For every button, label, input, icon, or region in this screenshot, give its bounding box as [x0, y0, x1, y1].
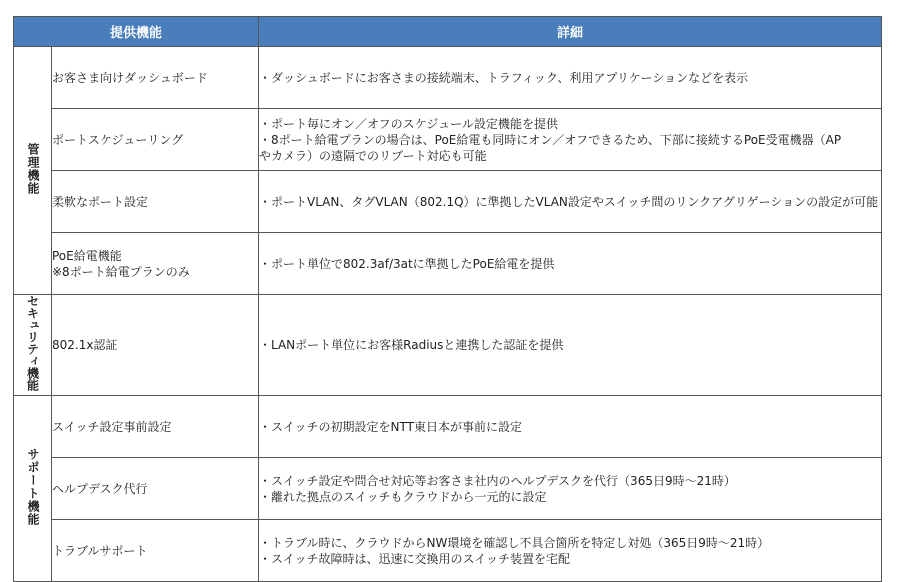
feature-label: 柔軟なポート設定: [52, 194, 149, 209]
feature-label: ポートスケジューリング: [52, 132, 184, 147]
detail-text: ・ダッシュボードにお客さまの接続端末、トラフィック、利用アプリケーションなどを表示: [259, 70, 749, 85]
category-management: [14, 47, 52, 295]
feature-cell: [52, 109, 259, 171]
detail-text: ・ポート毎にオン／オフのスケジュール設定機能を提供: [259, 116, 558, 131]
feature-cell: [52, 295, 259, 396]
table-row: [14, 109, 882, 171]
category-security: [14, 295, 52, 396]
feature-cell: [52, 47, 259, 109]
category-label: セキュリティ機能: [25, 295, 40, 391]
table-row: [14, 520, 882, 582]
detail-text: ・離れた拠点のスイッチもクラウドから一元的に設定: [259, 489, 547, 504]
detail-text: ・ポート単位で802.3af/3atに準拠したPoE給電を提供: [259, 256, 555, 271]
feature-table: [13, 16, 882, 582]
detail-cell: [259, 295, 882, 396]
detail-cell: [259, 520, 882, 582]
detail-text: ・スイッチの初期設定をNTT東日本が事前に設定: [259, 419, 522, 434]
table-row: [14, 47, 882, 109]
detail-cell: [259, 171, 882, 233]
detail-cell: [259, 109, 882, 171]
feature-label: スイッチ設定事前設定: [52, 419, 172, 434]
detail-cell: [259, 396, 882, 458]
table-row: [14, 458, 882, 520]
detail-cell: [259, 47, 882, 109]
feature-label: お客さま向けダッシュボード: [52, 70, 208, 85]
table-header-row: [14, 17, 882, 47]
feature-cell: [52, 233, 259, 295]
detail-cell: [259, 458, 882, 520]
feature-cell: [52, 171, 259, 233]
table-row: [14, 396, 882, 458]
detail-text: ・スイッチ故障時は、迅速に交換用のスイッチ装置を宅配: [259, 551, 571, 566]
feature-label: ヘルプデスク代行: [52, 481, 148, 496]
category-label: サポート機能: [26, 447, 40, 526]
header-feature: 提供機能: [14, 17, 259, 47]
feature-label: PoE給電機能: [52, 248, 122, 263]
category-support: [14, 396, 52, 582]
detail-text: やカメラ）の遠隔でのリブート対応も可能: [259, 148, 487, 163]
feature-cell: [52, 458, 259, 520]
detail-text: ・ポートVLAN、タグVLAN（802.1Q）に準拠したVLAN設定やスイッチ間のリンクアグリゲーションの設定が可能: [259, 194, 879, 209]
table-row: [14, 233, 882, 295]
category-label: 管理機能: [26, 142, 40, 195]
detail-text: ・LANポート単位にお客様Radiusと連携した認証を提供: [259, 338, 564, 352]
feature-label: トラブルサポート: [52, 543, 148, 558]
table-row: [14, 295, 882, 396]
table-row: [14, 171, 882, 233]
detail-text: ・スイッチ設定や問合せ対応等お客さま社内のヘルプデスクを代行（365日9時～21時）: [259, 473, 736, 488]
header-detail: 詳細: [259, 17, 882, 47]
feature-note: ※8ポート給電プランのみ: [52, 264, 190, 279]
feature-label: 802.1x認証: [52, 338, 118, 352]
detail-text: ・トラブル時に、クラウドからNW環境を確認し不具合箇所を特定し対処（365日9時～21時）: [259, 535, 770, 550]
detail-text: ・8ポート給電プランの場合は、PoE給電も同時にオン／オフできるため、下部に接続するPoE受電機器（AP: [259, 132, 842, 147]
feature-cell: [52, 520, 259, 582]
feature-cell: [52, 396, 259, 458]
detail-cell: [259, 233, 882, 295]
